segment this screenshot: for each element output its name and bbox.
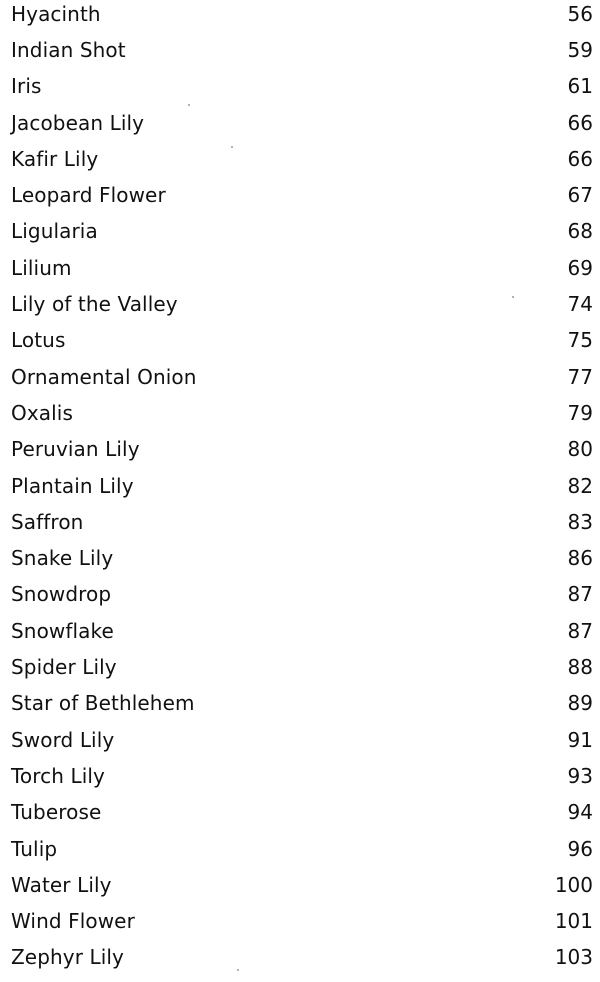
toc-entry xyxy=(0,217,600,253)
toc-entry-page: 80 xyxy=(567,437,593,461)
toc-entry-title: Snowflake xyxy=(11,619,114,643)
toc-entry-page: 59 xyxy=(567,38,593,62)
toc-entry xyxy=(0,617,600,653)
toc-entry-title: Snowdrop xyxy=(11,582,112,606)
toc-entry xyxy=(0,326,600,362)
scan-speck xyxy=(188,104,190,106)
toc-entry-title: Peruvian Lily xyxy=(11,437,140,461)
toc-entry-title: Wind Flower xyxy=(11,909,135,933)
toc-entry xyxy=(0,871,600,907)
toc-entry xyxy=(0,798,600,834)
toc-entry-page: 68 xyxy=(567,219,593,243)
toc-entry-title: Spider Lily xyxy=(11,655,117,679)
toc-entry-title: Lily of the Valley xyxy=(11,292,178,316)
toc-entry-title: Tulip xyxy=(11,837,58,861)
toc-entry-page: 103 xyxy=(554,945,593,969)
toc-entry-page: 77 xyxy=(567,365,593,389)
toc-entry xyxy=(0,472,600,508)
toc-entry-title: Snake Lily xyxy=(11,546,114,570)
toc-entry xyxy=(0,0,600,36)
toc-entry xyxy=(0,181,600,217)
scan-speck xyxy=(237,969,239,971)
scan-speck xyxy=(231,146,233,148)
toc-entry xyxy=(0,36,600,72)
toc-entry xyxy=(0,254,600,290)
toc-entry-title: Kafir Lily xyxy=(11,147,99,171)
toc-entry-title: Ligularia xyxy=(11,219,98,243)
toc-entry-page: 87 xyxy=(567,619,593,643)
toc-entry-page: 82 xyxy=(567,474,593,498)
toc-entry xyxy=(0,435,600,471)
toc-entry-title: Oxalis xyxy=(11,401,73,425)
toc-entry xyxy=(0,726,600,762)
toc-entry-page: 74 xyxy=(567,292,593,316)
toc-entry-title: Leopard Flower xyxy=(11,183,166,207)
toc-entry-title: Ornamental Onion xyxy=(11,365,197,389)
toc-entry xyxy=(0,653,600,689)
toc-entry-page: 61 xyxy=(567,74,593,98)
toc-entry-page: 79 xyxy=(567,401,593,425)
toc-entry-page: 87 xyxy=(567,582,593,606)
toc-entry xyxy=(0,943,600,979)
toc-entry-page: 101 xyxy=(554,909,593,933)
toc-entry-title: Jacobean Lily xyxy=(11,111,145,135)
toc-entry-page: 91 xyxy=(567,728,593,752)
toc-entry-page: 83 xyxy=(567,510,593,534)
toc-entry xyxy=(0,363,600,399)
toc-entry xyxy=(0,580,600,616)
toc-entry-title: Indian Shot xyxy=(11,38,126,62)
toc-entry xyxy=(0,907,600,943)
toc-entry-page: 96 xyxy=(567,837,593,861)
toc-entry-page: 66 xyxy=(567,111,593,135)
toc-entry xyxy=(0,72,600,108)
toc-entry-title: Star of Bethlehem xyxy=(11,691,195,715)
toc-entry-title: Iris xyxy=(11,74,42,98)
toc-entry xyxy=(0,109,600,145)
toc-entry-page: 67 xyxy=(567,183,593,207)
toc-entry xyxy=(0,689,600,725)
toc-entry-title: Saffron xyxy=(11,510,84,534)
toc-entry xyxy=(0,544,600,580)
toc-entry-page: 56 xyxy=(567,2,593,26)
toc-entry-title: Hyacinth xyxy=(11,2,101,26)
toc-entry-page: 100 xyxy=(554,873,593,897)
toc-entry xyxy=(0,762,600,798)
toc-entry-title: Zephyr Lily xyxy=(11,945,124,969)
toc-entry-title: Tuberose xyxy=(11,800,102,824)
toc-entry-page: 66 xyxy=(567,147,593,171)
toc-entry-title: Lotus xyxy=(11,328,66,352)
toc-entry xyxy=(0,399,600,435)
toc-entry-title: Torch Lily xyxy=(11,764,105,788)
toc-entry xyxy=(0,508,600,544)
toc-entry-title: Sword Lily xyxy=(11,728,115,752)
toc-entry-page: 69 xyxy=(567,256,593,280)
toc-entry xyxy=(0,290,600,326)
toc-entry xyxy=(0,145,600,181)
toc-entry-title: Water Lily xyxy=(11,873,112,897)
toc-entry xyxy=(0,835,600,871)
toc-entry-title: Plantain Lily xyxy=(11,474,134,498)
scan-speck xyxy=(512,296,514,298)
toc-entry-page: 89 xyxy=(567,691,593,715)
toc-entry-page: 88 xyxy=(567,655,593,679)
toc-entry-page: 86 xyxy=(567,546,593,570)
toc-entry-page: 94 xyxy=(567,800,593,824)
toc-entry-page: 75 xyxy=(567,328,593,352)
toc-entry-page: 93 xyxy=(567,764,593,788)
toc-entry-title: Lilium xyxy=(11,256,72,280)
